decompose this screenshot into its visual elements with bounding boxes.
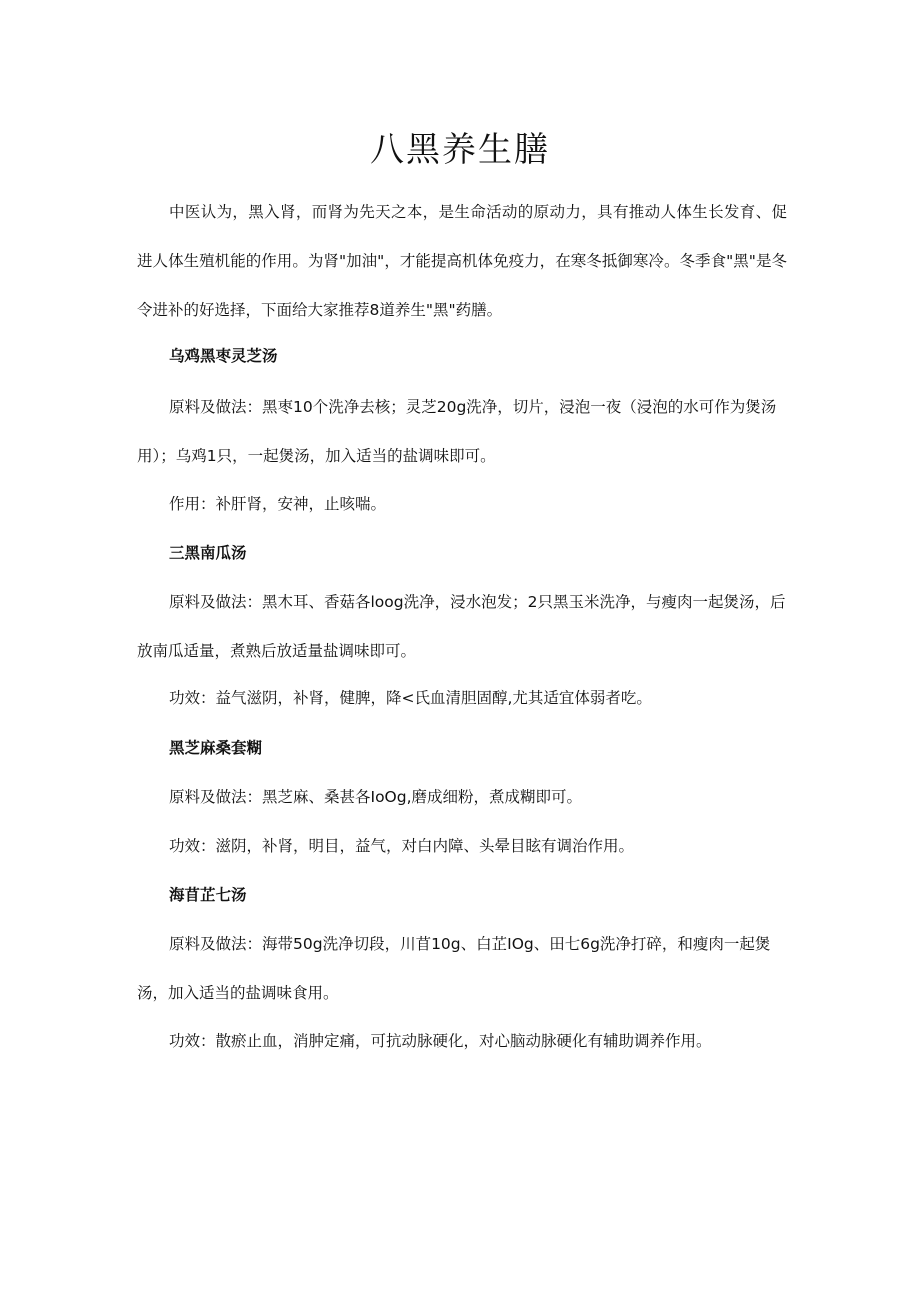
recipe-heading: 黑芝麻桑套糊 <box>169 739 263 757</box>
recipe-heading: 乌鸡黑枣灵芝汤 <box>169 347 278 365</box>
recipe-method: 原料及做法：黑芝麻、桑甚各IoOg,磨成细粉，煮成糊即可。 <box>169 788 583 806</box>
recipe-effect: 作用：补肝肾，安神，止咳喘。 <box>169 495 387 513</box>
recipe-heading: 海苜芷七汤 <box>169 886 247 904</box>
recipe-effect: 功效：散瘀止血，消肿定痛，可抗动脉硬化，对心脑动脉硬化有辅助调养作用。 <box>169 1032 712 1050</box>
intro-paragraph: 中医认为，黑入肾，而肾为先天之本，是生命活动的原动力，具有推动人体生长发育、促进人体生殖机能的作用。为肾"加油"，才能提高机体免疫力，在寒冬抵御寒冷。冬季食"黑"是冬令进补的好选择，下面给大家推荐8道养生"黑"药膳。 <box>137 203 787 319</box>
recipe-method: 原料及做法：黑枣10个洗净去核；灵芝20g洗净，切片，浸泡一夜（浸泡的水可作为煲汤用）；乌鸡1只，一起煲汤，加入适当的盐调味即可。 <box>137 398 777 465</box>
recipe-effect: 功效：益气滋阴，补肾，健脾，降<氏血清胆固醇,尤其适宜体弱者吃。 <box>169 689 652 707</box>
recipe-effect: 功效：滋阴，补肾，明目，益气，对白内障、头晕目眩有调治作用。 <box>169 837 635 855</box>
recipe-method: 原料及做法：黑木耳、香菇各loog洗净，浸水泡发；2只黑玉米洗净，与瘦肉一起煲汤，后放南瓜适量，煮熟后放适量盐调味即可。 <box>137 593 786 660</box>
recipe-heading: 三黑南瓜汤 <box>169 544 247 562</box>
recipe-method: 原料及做法：海带50g洗净切段，川苜10g、白芷IOg、田七6g洗净打碎，和瘦肉一起煲汤，加入适当的盐调味食用。 <box>137 935 771 1002</box>
page-title: 八黑养生膳 <box>370 130 550 170</box>
